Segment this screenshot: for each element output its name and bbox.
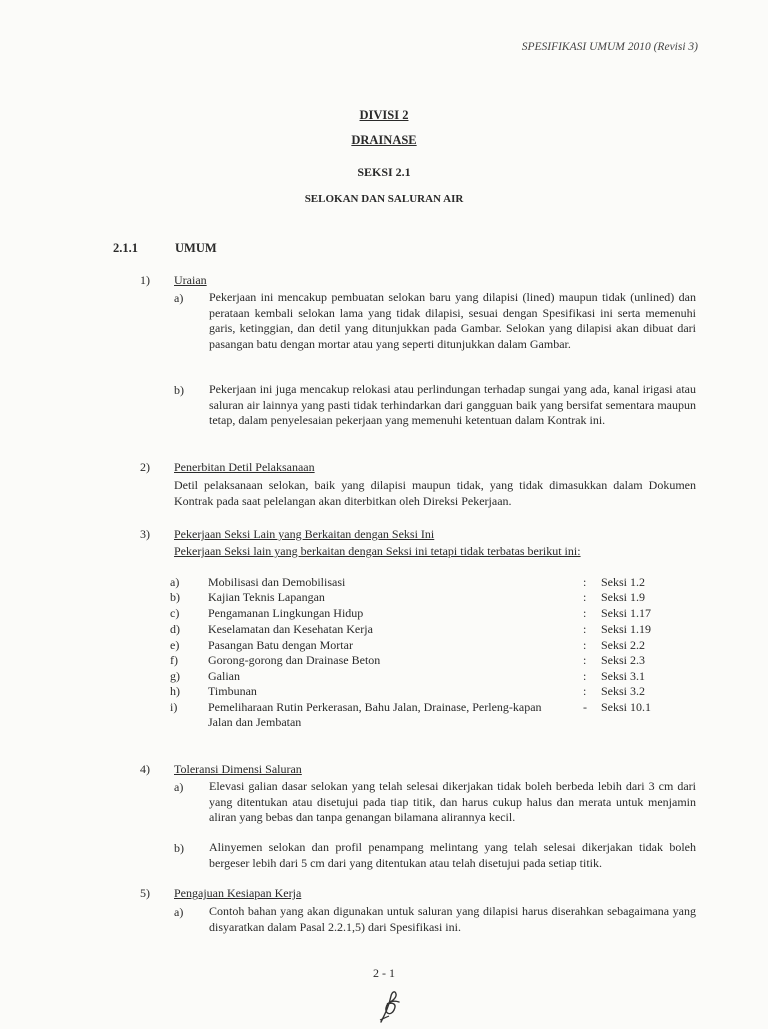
divisi-heading: DIVISI 2 (359, 108, 409, 122)
list-item-colon: : (583, 575, 587, 589)
list-item-label: a) (170, 575, 180, 589)
list-item-colon: : (583, 606, 587, 620)
list-item (170, 575, 690, 590)
list-item-ref: Seksi 2.3 (601, 653, 646, 667)
list-item-label: h) (170, 684, 180, 698)
list-item-text: Gorong-gorong dan Drainase Beton (208, 653, 381, 667)
list-item-text: Galian (208, 669, 240, 683)
document-header: SPESIFIKASI UMUM 2010 (Revisi 3) (521, 41, 698, 53)
list-item-ref: Seksi 3.2 (601, 684, 646, 698)
list-item-ref: Seksi 1.2 (601, 575, 646, 589)
list-item-label: b) (170, 590, 180, 604)
list-item-text: Pemeliharaan Rutin Perkerasan, Bahu Jalan, Drainase, Perleng-kapan Jalan dan Jembatan (208, 700, 542, 730)
list-item (170, 622, 690, 637)
item-3-number: 3) (140, 527, 150, 541)
item-3-intro: Pekerjaan Seksi lain yang berkaitan dengan Seksi ini tetapi tidak terbatas berikut ini: (174, 544, 581, 558)
item-4b-label: b) (174, 841, 184, 855)
list-item-text: Timbunan (208, 684, 257, 698)
signature-icon (375, 988, 405, 1029)
list-item (170, 684, 690, 699)
drainase-heading: DRAINASE (351, 133, 417, 147)
page-number: 2 - 1 (373, 966, 395, 980)
list-item-text: Pasangan Batu dengan Mortar (208, 638, 353, 652)
list-item-text: Mobilisasi dan Demobilisasi (208, 575, 346, 589)
item-5a-label: a) (174, 905, 184, 919)
list-item-colon: : (583, 590, 587, 604)
list-item-label: g) (170, 669, 180, 683)
item-1a-label: a) (174, 291, 184, 305)
list-item-text: Kajian Teknis Lapangan (208, 590, 325, 604)
list-item (170, 669, 690, 684)
list-item-ref: Seksi 1.17 (601, 606, 652, 620)
item-2-heading: Penerbitan Detil Pelaksanaan (174, 460, 315, 474)
item-2-text: Detil pelaksanaan selokan, baik yang dilapisi maupun tidak, yang tidak dimasukkan dalam Dokumen Kontrak pada saat pelelangan akan diterbitkan oleh Direksi Pekerjaan. (174, 478, 696, 508)
section-heading: UMUM (175, 241, 217, 255)
list-item-colon: : (583, 669, 587, 683)
list-item-colon: : (583, 653, 587, 667)
list-item-colon: : (583, 638, 587, 652)
item-1a-text: Pekerjaan ini mencakup pembuatan selokan baru yang dilapisi (lined) maupun tidak (unlined) dan perataan kembali selokan lama yang tidak dilapisi, sesuai dengan Spesifikasi ini serta memenuhi garis, ketinggian, dan detil yang ditunjukkan pada Gambar. Selokan yang dilapisi akan dibuat dari pasangan batu dengan mortar atau yang seperti ditunjukkan dalam Gambar. (209, 290, 696, 351)
seksi-heading: SEKSI 2.1 (357, 165, 411, 179)
list-item (170, 700, 690, 732)
list-item-text: Keselamatan dan Kesehatan Kerja (208, 622, 373, 636)
list-item-ref: Seksi 1.9 (601, 590, 646, 604)
item-3-heading: Pekerjaan Seksi Lain yang Berkaitan dengan Seksi Ini (174, 527, 435, 541)
section-title: SELOKAN DAN SALURAN AIR (304, 193, 464, 205)
list-item (170, 653, 690, 668)
item-1-number: 1) (140, 273, 150, 287)
list-item-colon: - (583, 700, 587, 714)
item-4-heading: Toleransi Dimensi Saluran (174, 762, 302, 776)
item-1b-label: b) (174, 383, 184, 397)
list-item-colon: : (583, 684, 587, 698)
list-item-ref: Seksi 1.19 (601, 622, 652, 636)
list-item-text: Pengamanan Lingkungan Hidup (208, 606, 364, 620)
list-item (170, 590, 690, 605)
item-2-number: 2) (140, 460, 150, 474)
list-item-label: d) (170, 622, 180, 636)
item-5a-text: Contoh bahan yang akan digunakan untuk saluran yang dilapisi harus diserahkan sebagaimana yang disyaratkan dalam Pasal 2.2.1,5) dari Spesifikasi ini. (209, 904, 696, 934)
item-4a-text: Elevasi galian dasar selokan yang telah selesai dikerjakan tidak boleh berbeda lebih dari 3 cm dari yang ditentukan atau disetujui pada tiap titik, dan harus cukup halus dan merata untuk menjamin aliran yang bebas dan tanpa genangan bilamana alirannya kecil. (209, 779, 696, 824)
item-4b-text: Alinyemen selokan dan profil penampang melintang yang telah selesai dikerjakan tidak boleh bergeser lebih dari 5 cm dari yang ditentukan atau telah disetujui pada setiap titik. (209, 840, 696, 870)
list-item-ref: Seksi 2.2 (601, 638, 646, 652)
list-item-label: i) (170, 700, 178, 714)
list-item-colon: : (583, 622, 587, 636)
section-number: 2.1.1 (113, 241, 138, 255)
list-item (170, 606, 690, 621)
list-item (170, 638, 690, 653)
list-item-label: c) (170, 606, 180, 620)
list-item-ref: Seksi 10.1 (601, 700, 652, 714)
list-item-label: e) (170, 638, 180, 652)
list-item-label: f) (170, 653, 178, 667)
item-5-heading: Pengajuan Kesiapan Kerja (174, 886, 302, 900)
item-1-heading: Uraian (174, 273, 207, 287)
list-item-ref: Seksi 3.1 (601, 669, 646, 683)
item-4-number: 4) (140, 762, 150, 776)
item-4a-label: a) (174, 780, 184, 794)
item-1b-text: Pekerjaan ini juga mencakup relokasi atau perlindungan terhadap sungai yang ada, kanal irigasi atau saluran air lainnya yang pasti tidak terhindarkan dari gangguan baik yang bersifat sementara maupun tetap, dalam penyelesaian pekerjaan yang memenuhi ketentuan dalam Kontrak ini. (209, 382, 696, 427)
item-5-number: 5) (140, 886, 150, 900)
